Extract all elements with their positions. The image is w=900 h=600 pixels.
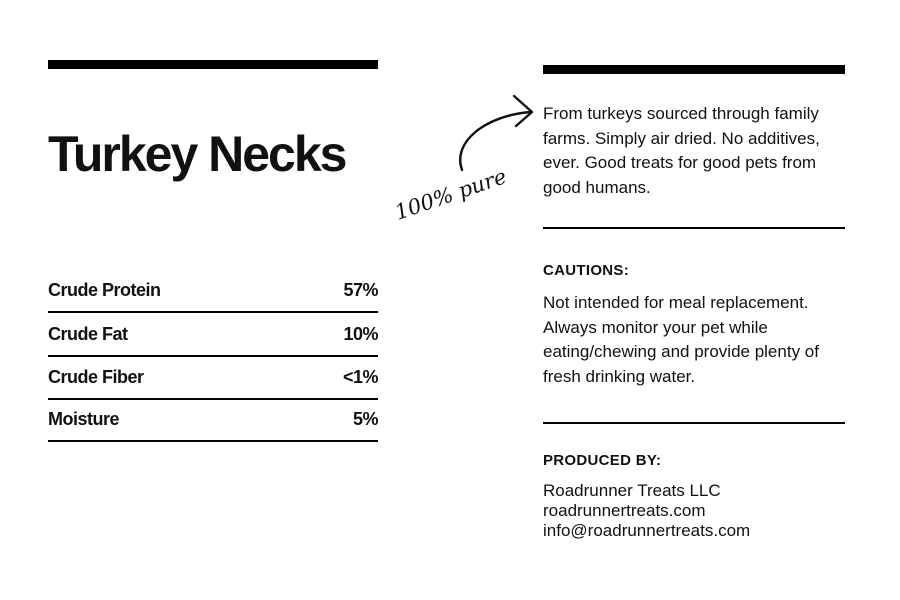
- pure-annotation: [390, 92, 540, 232]
- product-title: Turkey Necks: [48, 126, 346, 182]
- nutrition-value: <1%: [342, 366, 378, 387]
- nutrition-label: Moisture: [48, 408, 120, 429]
- producer-website: roadrunnertreats.com: [543, 501, 706, 520]
- nutrition-label: Crude Fiber: [48, 366, 144, 387]
- producer-contact: [543, 481, 845, 541]
- divider: [543, 227, 845, 229]
- arrow-head-icon: [514, 96, 532, 126]
- nutrition-row-protein: [48, 269, 378, 313]
- producer-heading: PRODUCED BY:: [543, 452, 662, 469]
- curved-arrow-icon: [460, 112, 530, 170]
- pure-annotation-text: 100% pure: [391, 164, 510, 225]
- nutrition-label: Crude Fat: [48, 323, 128, 344]
- cautions-heading: CAUTIONS:: [543, 262, 630, 279]
- left-top-bar: [48, 60, 378, 69]
- producer-name: Roadrunner Treats LLC: [543, 481, 721, 500]
- producer-email: info@roadrunnertreats.com: [543, 521, 751, 540]
- nutrition-value: 10%: [343, 323, 378, 344]
- cautions-text: Not intended for meal replacement. Always monitor your pet while eating/chewing and provide plenty of fresh drinking water.: [543, 293, 819, 386]
- nutrition-value: 57%: [343, 279, 378, 300]
- nutrition-row-fiber: [48, 356, 378, 400]
- nutrition-label: Crude Protein: [48, 279, 161, 300]
- divider: [543, 422, 845, 424]
- right-top-bar: [543, 65, 845, 74]
- nutrition-value: 5%: [352, 408, 378, 429]
- product-description: From turkeys sourced through family farms. Simply air dried. No additives, ever. Good treats for good pets from good humans.: [543, 104, 820, 197]
- nutrition-row-moisture: [48, 398, 378, 442]
- nutrition-row-fat: [48, 313, 378, 357]
